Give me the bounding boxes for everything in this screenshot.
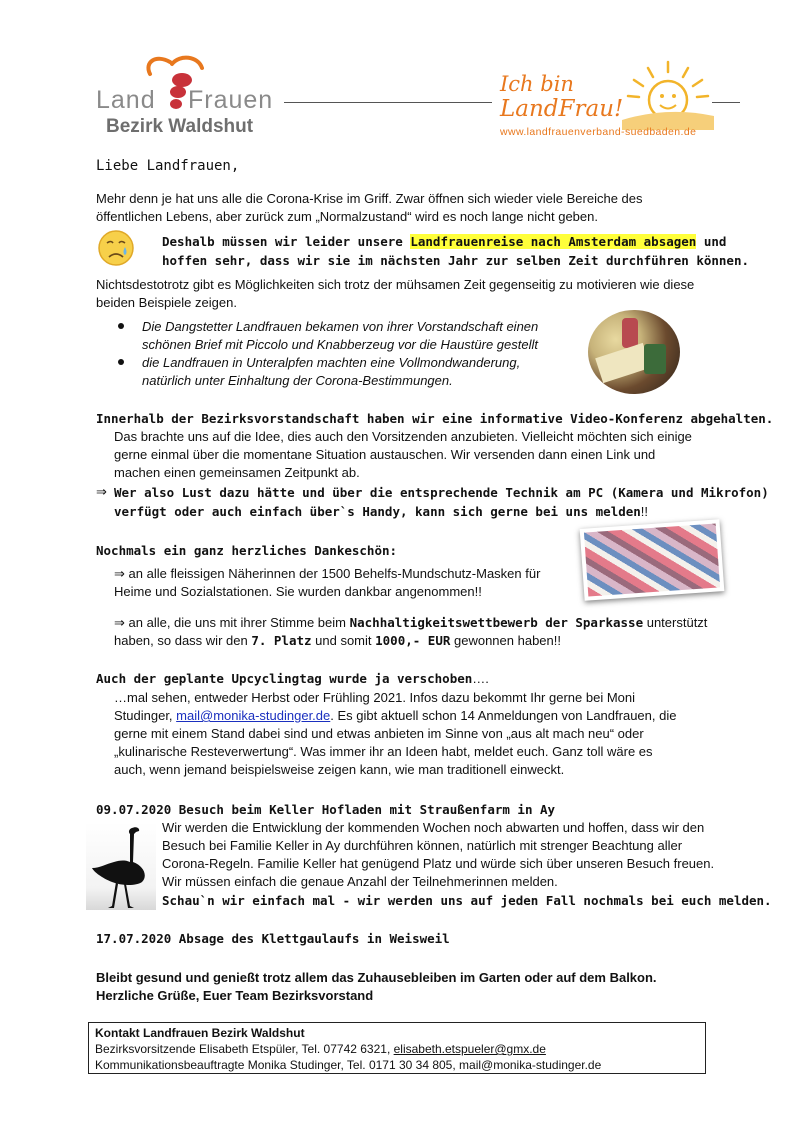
upcycling-line-3: gerne mit einem Stand dabei sind und etwas anbieten im Sinne von „aus alt mach neu“ oder	[114, 726, 644, 741]
thanks-item-2-bold: Nachhaltigkeitswettbewerb der Sparkasse	[349, 615, 644, 630]
contact-line-2: Kommunikationsbeauftragte Monika Studinger, Tel. 0171 30 34 805, mail@monika-studinger.de	[95, 1058, 602, 1072]
upcycling-line-2-a: Studinger,	[114, 708, 177, 723]
contact-line-1	[95, 1041, 546, 1057]
closing-line-1: Bleibt gesund und genießt trotz allem das Zuhausebleiben im Garten oder auf dem Balkon.	[96, 970, 657, 985]
thanks-heading: Nochmals ein ganz herzliches Dankeschön:	[96, 543, 398, 558]
thanks-item-1-line-1	[114, 565, 540, 583]
video-cta-line-1: Wer also Lust dazu hätte und über die entsprechende Technik am PC (Kamera und Mikrofon)	[114, 485, 769, 500]
examples-line-2: beiden Beispiele zeigen.	[96, 295, 237, 310]
upcycling-line-2-b: . Es gibt aktuell schon 14 Anmeldungen von Landfrauen, die	[330, 708, 677, 723]
photo-paper	[595, 343, 651, 383]
bullet-dot	[118, 359, 124, 365]
contact-title: Kontakt Landfrauen Bezirk Waldshut	[95, 1026, 305, 1040]
intro-line-1: Mehr denn je hat uns alle die Corona-Krise im Griff. Zwar öffnen sich wieder viele Bereiche des	[96, 191, 643, 206]
video-cta-line-2-text: verfügt oder auch einfach über`s Handy, kann sich gerne bei uns melden	[114, 504, 641, 519]
video-line-3: machen einen gemeinsamen Zeitpunkt ab.	[114, 465, 360, 480]
bullet-dot	[118, 323, 124, 329]
bullet-2-line-1: die Landfrauen in Unteralpfen machten eine Vollmondwanderung,	[142, 355, 521, 370]
visit-heading: 09.07.2020 Besuch beim Keller Hofladen mit Straußenfarm in Ay	[96, 802, 556, 817]
video-heading: Innerhalb der Bezirksvorstandschaft haben wir eine informative Video-Konferenz abgehalten.	[96, 411, 774, 426]
upcycling-heading-end: ….	[472, 671, 489, 686]
video-line-2: gerne einmal über die momentane Situation austauschen. Wir versenden dann einen Link und	[114, 447, 656, 462]
district-name: Bezirk Waldshut	[106, 116, 254, 137]
visit-line-4: Wir müssen einfach die genaue Anzahl der Teilnehmerinnen melden.	[162, 874, 558, 889]
photo-bottle	[622, 318, 638, 348]
logo-word-left: Land	[96, 86, 156, 114]
website-url[interactable]: www.landfrauenverband-suedbaden.de	[500, 126, 697, 138]
visit-line-2: Besuch bei Familie Keller in Ay durchführen können, natürlich mit strenger Beachtung aller	[162, 838, 683, 853]
masks-photo	[580, 519, 725, 601]
thanks-item-2-text: an alle, die uns mit ihrer Stimme beim	[124, 615, 350, 630]
logo-word-right: Frauen	[188, 86, 274, 114]
contact-box	[88, 1022, 706, 1074]
ranking-place: 7. Platz	[251, 633, 312, 648]
greeting: Liebe Landfrauen,	[96, 158, 240, 174]
thanks-item-2-part-1: haben, so dass wir den	[114, 633, 252, 648]
arrow-icon: ⇒	[114, 615, 125, 630]
bullet-2-line-2: natürlich unter Einhaltung der Corona-Bestimmungen.	[142, 373, 453, 388]
upcycling-heading-text: Auch der geplante Upcyclingtag wurde ja verschoben	[96, 671, 473, 686]
thanks-item-1-text: an alle fleissigen Näherinnen der 1500 Behelfs-Mundschutz-Masken für	[124, 566, 541, 581]
examples-line-1: Nichtsdestotrotz gibt es Möglichkeiten sich trotz der mühsamen Zeit gegenseitig zu motivieren wie diese	[96, 277, 695, 292]
bullet-1-line-2: schönen Brief mit Piccolo und Knabberzeug vor die Haustüre gestellt	[142, 337, 538, 352]
thanks-item-2-part-3: gewonnen haben!!	[450, 633, 561, 648]
upcycling-line-1: …mal sehen, entweder Herbst oder Frühling 2021. Infos dazu bekommt Ihr gerne bei Moni	[114, 690, 635, 705]
cancel-trip-line-2: hoffen sehr, dass wir sie im nächsten Jahr zur selben Zeit durchführen können.	[162, 253, 749, 268]
thanks-item-2-line-2	[114, 631, 561, 650]
upcycling-heading	[96, 669, 489, 688]
intro-line-2: öffentlichen Lebens, aber zurück zum „Normalzustand“ wird es noch lange nicht geben.	[96, 209, 598, 224]
sun-icon	[622, 60, 714, 130]
header-divider-left	[284, 102, 492, 103]
video-line-1: Das brachte uns auf die Idee, dies auch den Vorsitzenden anzubieten. Vielleicht möchten sich einige	[114, 429, 692, 444]
etspueler-email-link[interactable]: elisabeth.etspueler@gmx.de	[393, 1042, 546, 1056]
sad-face-icon	[96, 228, 136, 268]
closing-line-2: Herzliche Grüße, Euer Team Bezirksvorstand	[96, 988, 374, 1003]
slogan-line-1: Ich bin	[500, 72, 574, 96]
bullet-1-line-1: Die Dangstetter Landfrauen bekamen von ihrer Vorstandschaft einen	[142, 319, 539, 334]
upcycling-line-2	[114, 707, 676, 725]
video-cta-line-2-end: !!	[640, 504, 649, 519]
thanks-item-2-after: unterstützt	[643, 615, 708, 630]
cancel-after: und	[696, 234, 727, 249]
thanks-item-2-line-1	[114, 613, 707, 632]
arrow-icon: ⇒	[114, 566, 125, 581]
visit-line-3: Corona-Regeln. Familie Keller hat genügend Platz und würde sich über unseren Besuch freuen.	[162, 856, 715, 871]
cancel-trip-line-1	[162, 232, 726, 251]
photo-pack	[644, 344, 666, 374]
video-cta-line-2	[114, 502, 648, 521]
slogan-logo	[498, 60, 718, 142]
upcycling-line-5: auch, wenn jemand beispielsweise zeigen kann, wie man traditionell einweckt.	[114, 762, 565, 777]
landfrauen-logo	[96, 52, 286, 140]
gift-photo	[588, 310, 680, 394]
video-arrow: ⇒	[96, 484, 107, 499]
ostrich-photo	[86, 822, 156, 910]
cancel-run-heading: 17.07.2020 Absage des Klettgaulaufs in Weisweil	[96, 931, 450, 946]
thanks-item-1-line-2: Heime und Sozialstationen. Sie wurden dankbar angenommen!!	[114, 584, 482, 599]
masks-photo-image	[584, 523, 720, 596]
slogan-line-2: LandFrau!	[500, 96, 624, 122]
ostrich-icon	[86, 822, 156, 910]
cancel-before: Deshalb müssen wir leider unsere	[162, 234, 411, 249]
visit-line-1: Wir werden die Entwicklung der kommenden Wochen noch abwarten und hoffen, dass wir den	[162, 820, 705, 835]
contact-line-1-text: Bezirksvorsitzende Elisabeth Etspüler, Tel. 07742 6321,	[95, 1042, 394, 1056]
prize-amount: 1000,- EUR	[375, 633, 451, 648]
cancel-highlight: Landfrauenreise nach Amsterdam absagen	[410, 234, 697, 249]
upcycling-line-4: „kulinarische Resteverwertung“. Was immer ihr an Ideen habt, meldet euch. Ganz toll wäre es	[114, 744, 653, 759]
studinger-email-link[interactable]: mail@monika-studinger.de	[176, 708, 331, 723]
visit-line-5: Schau`n wir einfach mal - wir werden uns auf jeden Fall nochmals bei euch melden.	[162, 893, 772, 908]
thanks-item-2-part-2: und somit	[311, 633, 376, 648]
